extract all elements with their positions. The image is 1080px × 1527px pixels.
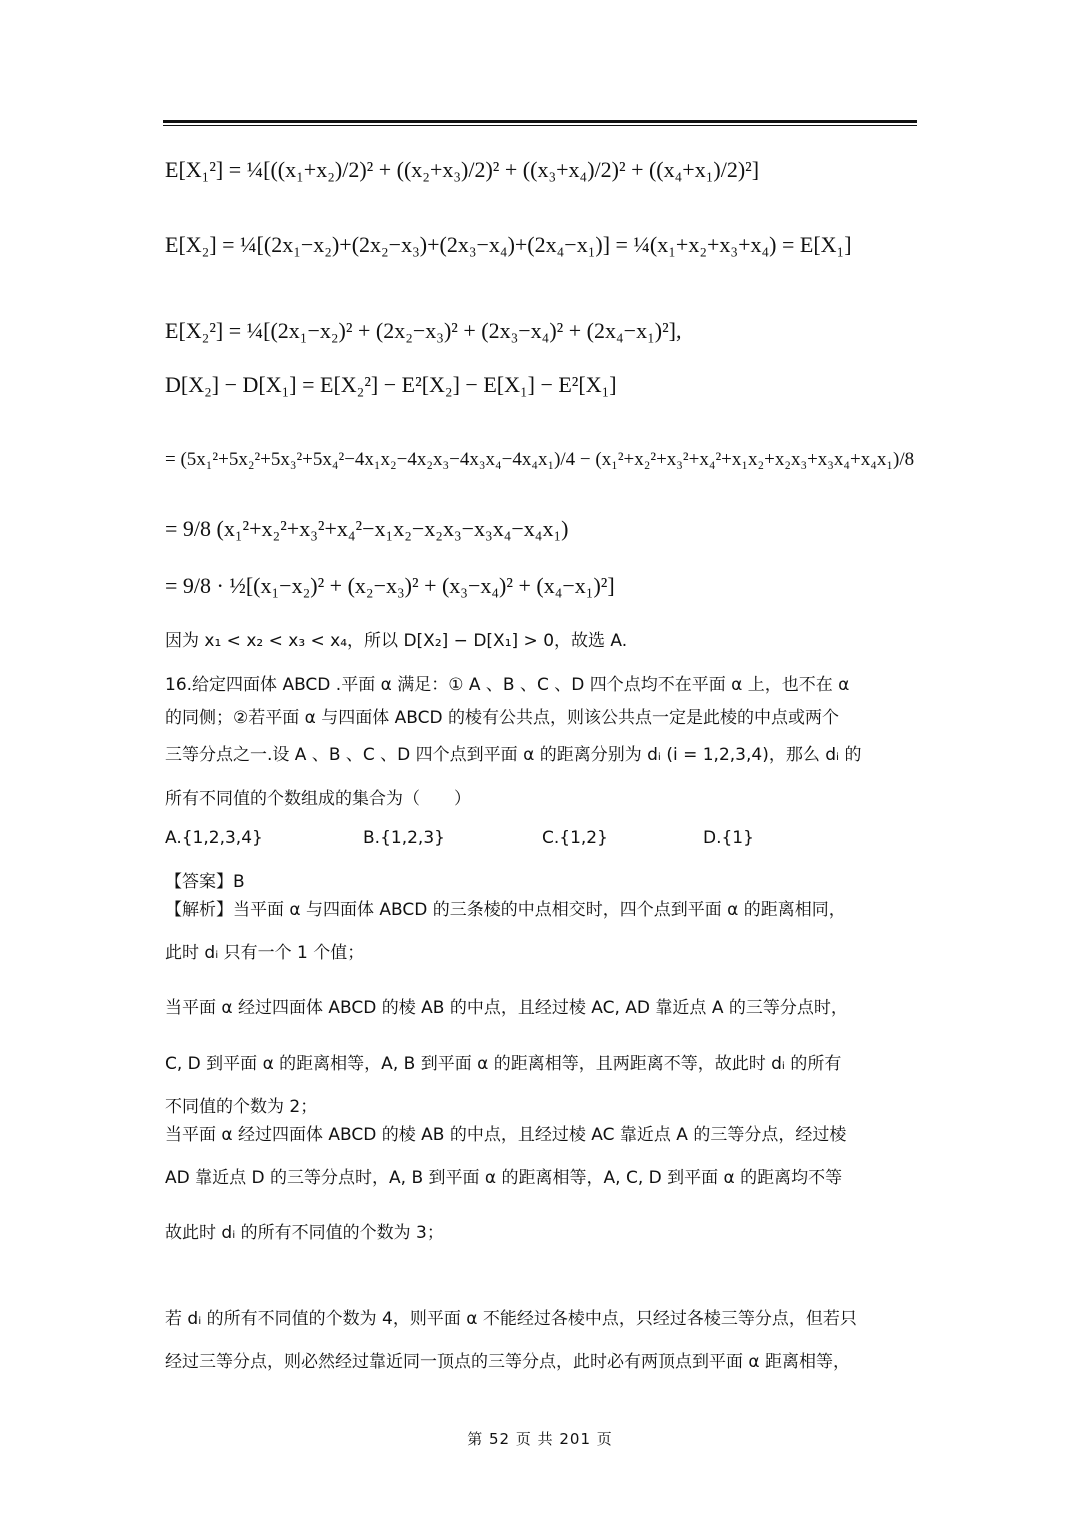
question-16-line-3: 三等分点之一.设 A 、B 、C 、D 四个点到平面 α 的距离分别为 dᵢ (i = 1,2,3,4)，那么 dᵢ 的 [165,745,862,765]
equation-squares-sum: = 9/8 · ½[(x₁−x₂)² + (x₂−x₃)² + (x₃−x₄)² + (x₄−x₁)²] [165,573,615,598]
analysis-line-6: 当平面 α 经过四面体 ABCD 的棱 AB 的中点，且经过棱 AC 靠近点 A 的三等分点，经过棱 [165,1125,847,1145]
option-b: B.{1,2,3} [363,828,445,848]
equation-expanded: = (5x₁²+5x₂²+5x₃²+5x₄²−4x₁x₂−4x₂x₃−4x₃x₄−4x₄x₁)/4 − (x₁²+x₂²+x₃²+x₄²+x₁x₂+x₂x₃+x₃x₄+x₄x₁)/8 [165,449,915,470]
question-16-line-4: 所有不同值的个数组成的集合为（ ） [165,789,471,809]
analysis-line-8: 故此时 dᵢ 的所有不同值的个数为 3； [165,1223,444,1243]
option-d: D.{1} [703,828,754,848]
equation-e-x2: E[X₂] = ¼[(2x₁−x₂)+(2x₂−x₃)+(2x₃−x₄)+(2x₄−x₁)] = ¼(x₁+x₂+x₃+x₄) = E[X₁] [165,232,852,257]
equation-e-x2-squared: E[X₂²] = ¼[(2x₁−x₂)² + (2x₂−x₃)² + (2x₃−x₄)² + (2x₄−x₁)²], [165,318,682,343]
option-c: C.{1,2} [542,828,608,848]
page-footer: 第 52 页 共 201 页 [467,1430,613,1448]
question-16-line-2: 的同侧；②若平面 α 与四面体 ABCD 的棱有公共点，则该公共点一定是此棱的中点或两个 [165,708,840,728]
analysis-line-9: 若 dᵢ 的所有不同值的个数为 4，则平面 α 不能经过各棱中点，只经过各棱三等分点，但若只 [165,1309,857,1329]
analysis-line-2: 此时 dᵢ 只有一个 1 个值； [165,943,365,963]
analysis-line-5: 不同值的个数为 2； [165,1097,318,1117]
question-16-line-1: 16.给定四面体 ABCD .平面 α 满足：① A 、B 、C 、D 四个点均不在平面 α 上，也不在 α [165,675,850,695]
header-rule-thin [163,125,917,126]
header-rule-thick [163,120,917,123]
analysis-line-1: 【解析】当平面 α 与四面体 ABCD 的三条棱的中点相交时，四个点到平面 α 的距离相同， [165,900,846,920]
conclusion-text: 因为 x₁ < x₂ < x₃ < x₄，所以 D[X₂] − D[X₁] > 0，故选 A. [165,631,628,651]
answer-label: 【答案】B [165,872,245,892]
option-a: A.{1,2,3,4} [165,828,263,848]
equation-simplified: = 9/8 (x₁²+x₂²+x₃²+x₄²−x₁x₂−x₂x₃−x₃x₄−x₄x₁) [165,516,569,541]
equation-variance-difference: D[X₂] − D[X₁] = E[X₂²] − E²[X₂] − E[X₁] − E²[X₁] [165,372,617,397]
analysis-line-10: 经过三等分点，则必然经过靠近同一顶点的三等分点，此时必有两顶点到平面 α 距离相等， [165,1352,851,1372]
equation-e-x1-squared: E[X₁²] = ¼[((x₁+x₂)/2)² + ((x₂+x₃)/2)² + ((x₃+x₄)/2)² + ((x₄+x₁)/2)²] [165,157,760,182]
analysis-line-3: 当平面 α 经过四面体 ABCD 的棱 AB 的中点，且经过棱 AC, AD 靠近点 A 的三等分点时， [165,998,848,1018]
analysis-line-4: C, D 到平面 α 的距离相等，A, B 到平面 α 的距离相等，且两距离不等，故此时 dᵢ 的所有 [165,1054,842,1074]
analysis-line-7: AD 靠近点 D 的三等分点时，A, B 到平面 α 的距离相等，A, C, D 到平面 α 的距离均不等 [165,1168,843,1188]
